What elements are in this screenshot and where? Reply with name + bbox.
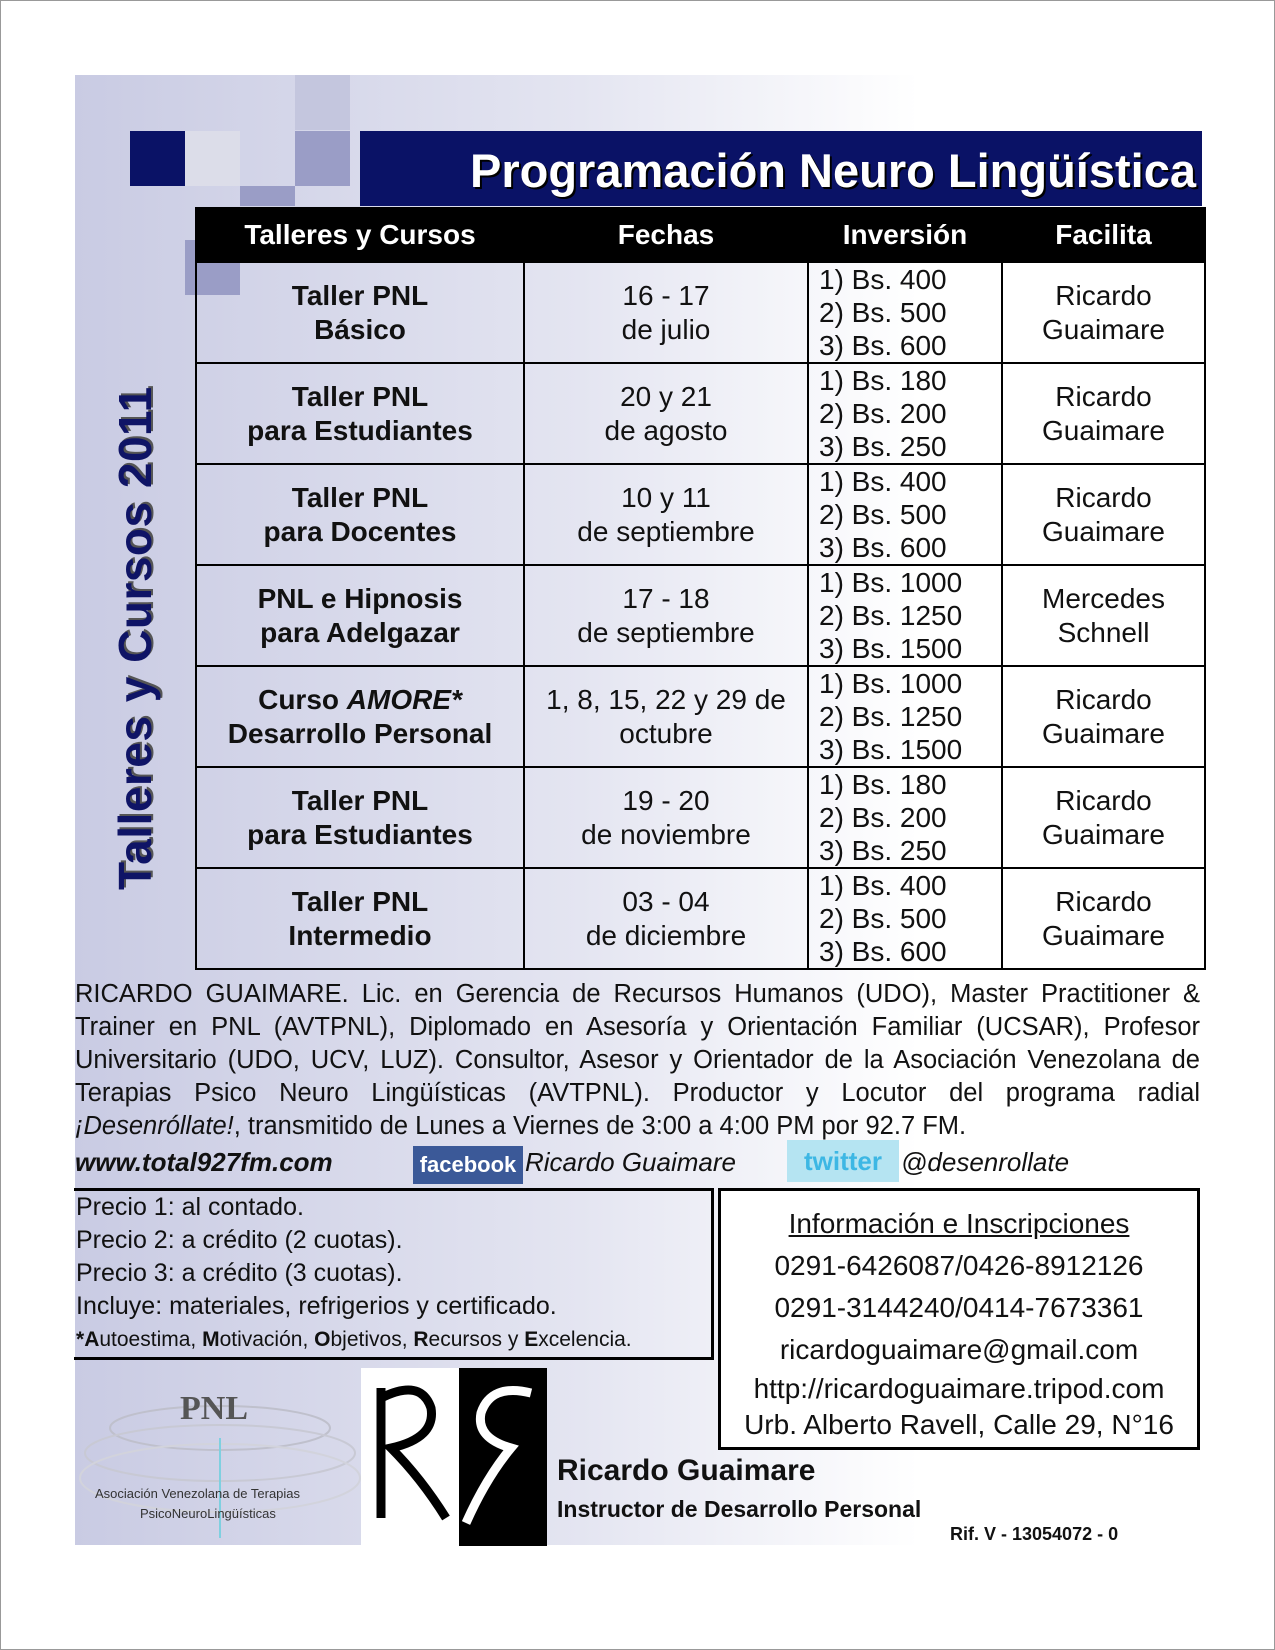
course-name-amore: AMORE* <box>346 683 462 715</box>
bio-body: . Lic. en Gerencia de Recursos Humanos (UDO), Master Practitioner & Trainer en PNL (AVTPNL), Diplomado en Asesoría y Orientación Familiar (UCSAR), Profesor Universitario (UDO, UCV, LUZ). Consultor, Asesor y Orientador de la Asociación Venezolana de Terapias Psico Neuro Lingüísticas (AVTPNL). Productor y Locutor del programa radial <box>75 980 1200 1107</box>
amore-letter-o: O <box>314 1328 331 1351</box>
table-header-row <box>196 208 1205 262</box>
facilitator-first: Ricardo <box>1055 683 1152 715</box>
includes-note <box>76 1290 711 1323</box>
decor-square-mid-2 <box>295 131 350 186</box>
facilitator-last: Guaimare <box>1042 818 1165 850</box>
course-date <box>524 565 808 666</box>
price-1: 1) Bs. 400 <box>819 870 947 901</box>
course-facilitator <box>1002 363 1205 464</box>
course-name-line-2: Desarrollo Personal <box>227 717 493 749</box>
amore-letter-e: E <box>524 1328 539 1351</box>
price-1: 1) Bs. 1000 <box>819 567 963 598</box>
facilitator-first: Ricardo <box>1055 279 1152 311</box>
price-note-2-label: Precio 2 <box>76 1226 168 1254</box>
table-row <box>196 868 1205 969</box>
course-name <box>196 868 524 969</box>
contact-heading: Información e Inscripciones <box>788 1208 1130 1239</box>
logo-assoc-line-2: PsicoNeuroLingüísticas <box>140 1506 276 1521</box>
course-investment <box>808 868 1002 969</box>
header-inversion: Inversión <box>808 208 1002 262</box>
course-name-line-2: para Adelgazar <box>260 616 460 648</box>
price-2: 2) Bs. 500 <box>819 499 947 530</box>
amore-footnote <box>76 1323 711 1356</box>
course-name <box>196 363 524 464</box>
course-name-line-1: PNL e Hipnosis <box>257 582 463 614</box>
course-name-line-2: para Docentes <box>263 515 457 547</box>
price-note-2 <box>76 1224 711 1257</box>
course-date <box>524 464 808 565</box>
date-line-1: 16 - 17 <box>622 279 710 311</box>
course-facilitator <box>1002 767 1205 868</box>
price-note-1-label: Precio 1 <box>76 1193 168 1221</box>
course-investment <box>808 262 1002 363</box>
facilitator-first: Ricardo <box>1055 885 1152 917</box>
course-date <box>524 868 808 969</box>
decor-square-pale <box>295 75 350 130</box>
price-1: 1) Bs. 180 <box>819 365 947 396</box>
bio-program: ¡Desenróllate! <box>75 1112 234 1140</box>
course-date <box>524 666 808 767</box>
course-facilitator <box>1002 565 1205 666</box>
course-name <box>196 464 524 565</box>
price-notes-box <box>74 1188 714 1360</box>
price-2: 2) Bs. 200 <box>819 802 947 833</box>
price-3: 3) Bs. 1500 <box>819 734 963 765</box>
price-3: 3) Bs. 600 <box>819 936 947 967</box>
header-fechas: Fechas <box>524 208 808 262</box>
side-title: Talleres y Cursos 2011 <box>109 386 161 890</box>
course-date <box>524 363 808 464</box>
table-row <box>196 666 1205 767</box>
contact-email[interactable]: ricardoguaimare@gmail.com <box>779 1334 1139 1365</box>
amore-asterisk: * <box>76 1328 85 1351</box>
course-name-line-2: Intermedio <box>288 919 432 951</box>
course-investment <box>808 767 1002 868</box>
amore-word-3: bjetivos, <box>330 1328 414 1351</box>
facilitator-first: Mercedes <box>1042 582 1165 614</box>
includes-label: Incluye <box>76 1292 156 1320</box>
date-line-1: 19 - 20 <box>622 784 710 816</box>
course-investment <box>808 666 1002 767</box>
course-name-line-2: Básico <box>314 313 406 345</box>
logo-assoc-line-1: Asociación Venezolana de Terapias <box>95 1486 301 1501</box>
facilitator-first: Ricardo <box>1055 784 1152 816</box>
date-line-2: de septiembre <box>577 515 755 547</box>
amore-word-1: utoestima, <box>99 1328 203 1351</box>
amore-letter-a: A <box>84 1328 100 1351</box>
price-3: 3) Bs. 600 <box>819 532 947 563</box>
course-name-line-1: Taller PNL <box>291 380 429 412</box>
table-row <box>196 262 1205 363</box>
price-note-3-text: : a crédito (3 cuotas). <box>167 1259 403 1287</box>
facilitator-last: Guaimare <box>1042 313 1165 345</box>
date-line-2: de julio <box>621 313 711 345</box>
footer-rif: Rif. V - 13054072 - 0 <box>950 1524 1119 1544</box>
table-row <box>196 363 1205 464</box>
facilitator-last: Guaimare <box>1042 717 1165 749</box>
date-line-1: 1, 8, 15, 22 y 29 de <box>546 683 786 715</box>
date-line-2: de agosto <box>604 414 728 446</box>
price-note-3-label: Precio 3 <box>76 1259 168 1287</box>
facebook-name-link[interactable]: Ricardo Guaimare <box>525 1147 736 1177</box>
price-note-1 <box>76 1191 711 1224</box>
decor-square-mid <box>240 186 295 206</box>
facilitator-last: Schnell <box>1057 616 1150 648</box>
course-name-line-1: Taller PNL <box>291 885 429 917</box>
logo-pnl-text: PNL <box>180 1390 248 1427</box>
price-1: 1) Bs. 1000 <box>819 668 963 699</box>
price-2: 2) Bs. 500 <box>819 297 947 328</box>
price-3: 3) Bs. 250 <box>819 431 947 462</box>
amore-word-2: otivación, <box>219 1328 315 1351</box>
amore-letter-m: M <box>202 1328 220 1351</box>
decor-square-navy <box>130 131 185 186</box>
course-investment <box>808 464 1002 565</box>
date-line-2: de noviembre <box>581 818 751 850</box>
contact-info-box <box>718 1188 1200 1450</box>
course-name <box>196 666 524 767</box>
amore-word-5: xcelencia. <box>538 1328 632 1351</box>
twitter-handle-link[interactable]: @desenrollate <box>901 1147 1070 1177</box>
includes-text: : materiales, refrigerios y certificado. <box>155 1292 557 1320</box>
course-investment <box>808 565 1002 666</box>
course-name-line-1: Taller PNL <box>291 784 429 816</box>
facilitator-first: Ricardo <box>1055 481 1152 513</box>
bio-tail: , transmitido de Lunes a Viernes de 3:00 a 4:00 PM por 92.7 FM. <box>233 1112 967 1140</box>
course-facilitator <box>1002 464 1205 565</box>
date-line-1: 10 y 11 <box>621 481 711 513</box>
bio-paragraph <box>75 978 1200 1143</box>
decor-square-light <box>185 131 240 186</box>
facebook-icon[interactable]: facebook <box>413 1146 523 1184</box>
table-row <box>196 565 1205 666</box>
contact-web[interactable]: http://ricardoguaimare.tripod.com <box>753 1373 1165 1404</box>
price-2: 2) Bs. 500 <box>819 903 947 934</box>
date-line-2: de septiembre <box>577 616 755 648</box>
price-1: 1) Bs. 400 <box>819 466 947 497</box>
header-facilita: Facilita <box>1002 208 1205 262</box>
date-line-1: 03 - 04 <box>622 885 710 917</box>
price-3: 3) Bs. 1500 <box>819 633 963 664</box>
date-line-1: 17 - 18 <box>622 582 710 614</box>
course-name-line-2: para Estudiantes <box>247 414 473 446</box>
price-3: 3) Bs. 600 <box>819 330 947 361</box>
table-row <box>196 767 1205 868</box>
price-1: 1) Bs. 180 <box>819 769 947 800</box>
date-line-1: 20 y 21 <box>620 380 712 412</box>
page-title: Programación Neuro Lingüística <box>360 131 1202 206</box>
bio-name: RICARDO GUAIMARE <box>75 980 342 1008</box>
price-note-3 <box>76 1257 711 1290</box>
price-note-2-text: : a crédito (2 cuotas). <box>167 1226 403 1254</box>
date-line-2: octubre <box>619 717 713 749</box>
twitter-icon[interactable]: twitter <box>787 1140 899 1182</box>
course-name-prefix: Curso <box>258 683 347 715</box>
footer-name: Ricardo Guaimare <box>557 1454 816 1487</box>
date-line-2: de diciembre <box>585 919 747 951</box>
avtpnl-logo <box>75 1368 365 1546</box>
links-row <box>75 1145 1200 1185</box>
course-facilitator <box>1002 666 1205 767</box>
course-facilitator <box>1002 262 1205 363</box>
course-name-line-1: Taller PNL <box>291 279 429 311</box>
course-investment <box>808 363 1002 464</box>
contact-phone-2[interactable]: 0291-3144240/0414-7673361 <box>774 1292 1144 1323</box>
price-2: 2) Bs. 1250 <box>819 600 963 631</box>
course-facilitator <box>1002 868 1205 969</box>
price-3: 3) Bs. 250 <box>819 835 947 866</box>
contact-phone-1[interactable]: 0291-6426087/0426-8912126 <box>774 1250 1144 1281</box>
price-2: 2) Bs. 200 <box>819 398 947 429</box>
course-name-line-2: para Estudiantes <box>247 818 473 850</box>
amore-letter-r: R <box>413 1328 429 1351</box>
facilitator-last: Guaimare <box>1042 414 1165 446</box>
course-name-line-1: Taller PNL <box>291 481 429 513</box>
facilitator-first: Ricardo <box>1055 380 1152 412</box>
course-name <box>196 767 524 868</box>
course-name <box>196 262 524 363</box>
facilitator-last: Guaimare <box>1042 515 1165 547</box>
facilitator-last: Guaimare <box>1042 919 1165 951</box>
rg-monogram-icon <box>361 1368 547 1546</box>
contact-address: Urb. Alberto Ravell, Calle 29, N°16 <box>744 1409 1174 1440</box>
schedule-table <box>195 207 1206 970</box>
amore-word-4: ecursos y <box>428 1328 525 1351</box>
website-link[interactable]: www.total927fm.com <box>75 1147 333 1177</box>
table-row <box>196 464 1205 565</box>
price-2: 2) Bs. 1250 <box>819 701 963 732</box>
price-1: 1) Bs. 400 <box>819 264 947 295</box>
header-talleres: Talleres y Cursos <box>196 208 524 262</box>
course-date <box>524 262 808 363</box>
course-name <box>196 565 524 666</box>
price-note-1-text: : al contado. <box>167 1193 304 1221</box>
rg-monogram-logo <box>361 1368 547 1546</box>
footer-role: Instructor de Desarrollo Personal <box>557 1496 922 1522</box>
course-date <box>524 767 808 868</box>
